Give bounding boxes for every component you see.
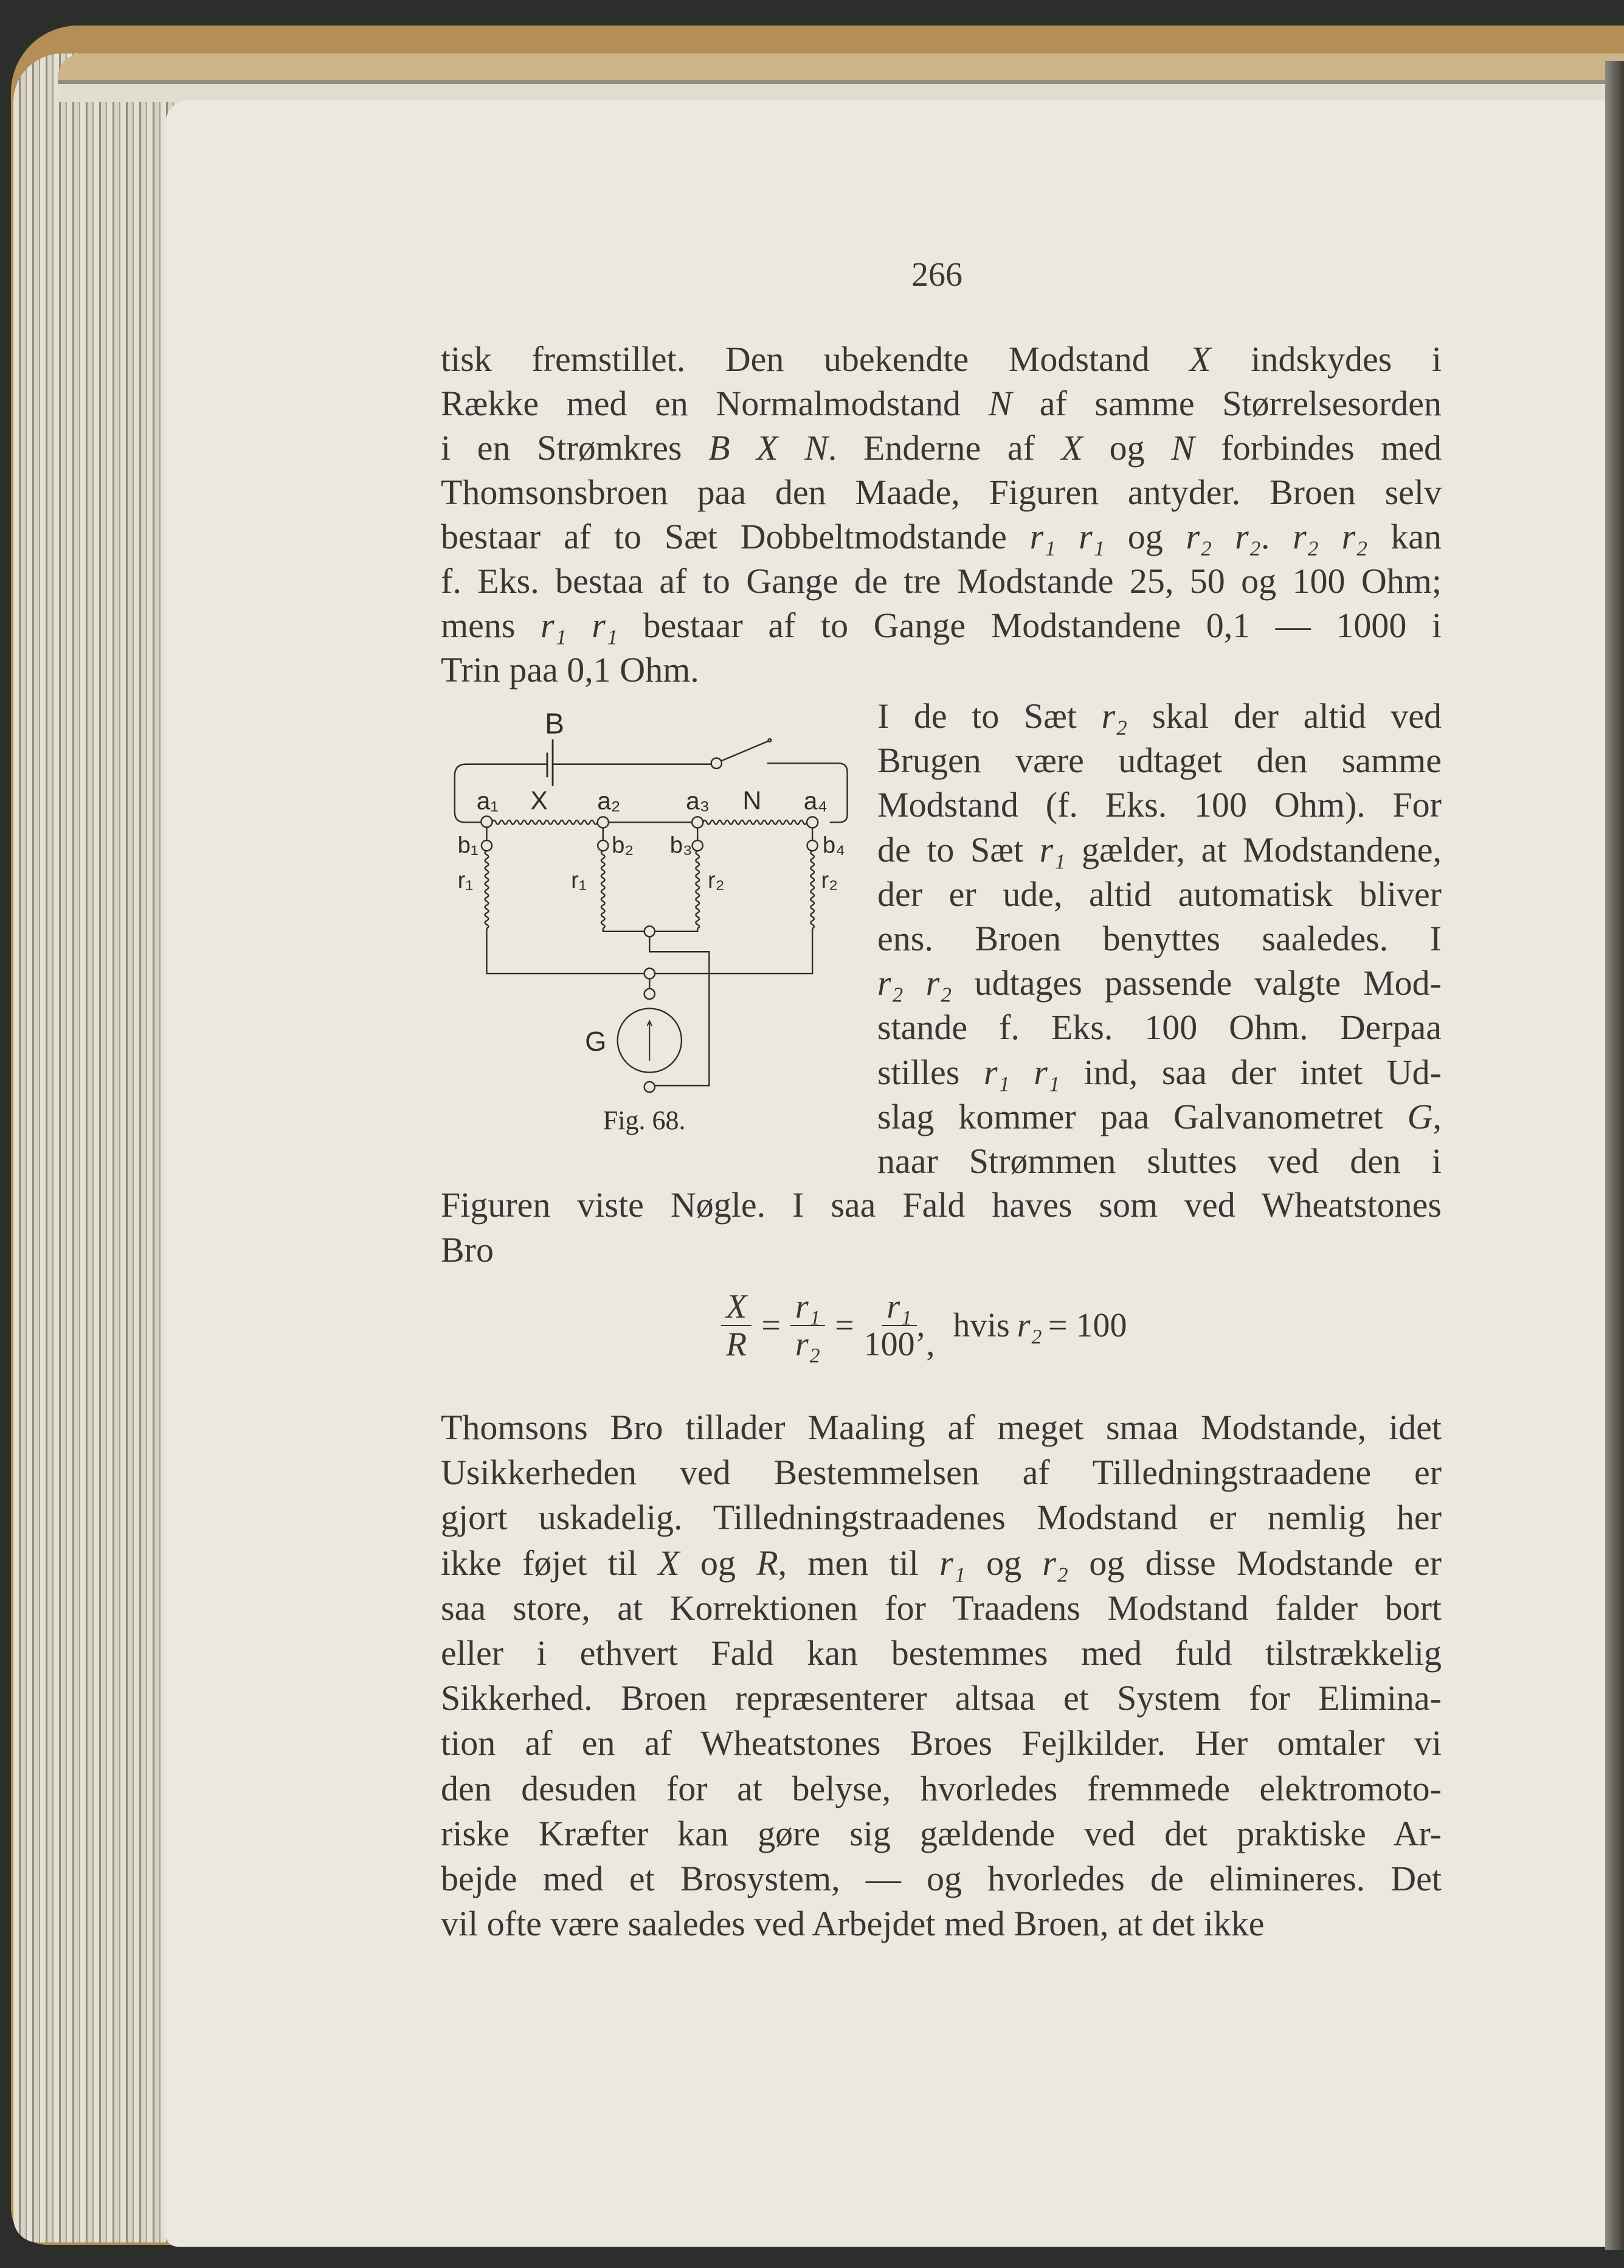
text-run: bejde med et Brosystem, — og hvorledes de elimineres. Det bbox=[441, 1859, 1442, 1898]
text-run: indskydes i bbox=[1211, 339, 1442, 379]
text-line bbox=[877, 1005, 1442, 1049]
fraction-r1-over-100 bbox=[864, 1288, 935, 1363]
text-run: stilles bbox=[877, 1052, 984, 1092]
text-run: . Enderne af bbox=[828, 428, 1062, 468]
figure-caption: Fig. 68. bbox=[603, 1105, 686, 1135]
text-run: , men til bbox=[778, 1543, 940, 1583]
text-run: og bbox=[1104, 517, 1186, 556]
equals-sign: = bbox=[761, 1307, 781, 1344]
text-run: , bbox=[1432, 1096, 1442, 1136]
text-line bbox=[877, 1050, 1442, 1094]
text-run: stande f. Eks. 100 Ohm. Derpaa bbox=[877, 1008, 1442, 1048]
text-run: skal der altid ved bbox=[1127, 696, 1442, 736]
text-run: mens bbox=[441, 606, 541, 645]
text-line bbox=[441, 1183, 1442, 1227]
text-run: og disse Modstande er bbox=[1068, 1543, 1442, 1583]
label-b: B bbox=[545, 708, 565, 741]
math-variable: X bbox=[1189, 339, 1211, 379]
math-variable: r₁ bbox=[939, 1543, 966, 1583]
text-run: I de to Sæt bbox=[877, 696, 1102, 736]
text-run: kan bbox=[1367, 517, 1442, 556]
text-line bbox=[877, 738, 1442, 783]
text-run: Figuren viste Nøgle. I saa Fald haves som ved Wheatstones bbox=[441, 1185, 1442, 1225]
text-run: og bbox=[679, 1543, 757, 1583]
text-line bbox=[441, 1541, 1442, 1585]
text-line bbox=[441, 1495, 1442, 1540]
equation bbox=[717, 1283, 1127, 1368]
math-variable: r₂ bbox=[1101, 696, 1128, 736]
math-variable: X bbox=[658, 1543, 680, 1583]
text-run: eller i ethvert Fald kan bestemmes med fuld tilstrækkelig bbox=[441, 1633, 1442, 1673]
text-line bbox=[441, 1766, 1442, 1811]
denominator: 100’, bbox=[863, 1326, 935, 1363]
math-variable: N bbox=[1171, 428, 1195, 468]
numerator: r₁ bbox=[790, 1288, 825, 1326]
math-variable: R bbox=[756, 1543, 778, 1583]
text-line bbox=[441, 514, 1442, 559]
label-a4: a₄ bbox=[803, 786, 828, 815]
text-line bbox=[441, 1450, 1442, 1495]
text-line bbox=[441, 648, 1442, 692]
text-run: af samme Størrelsesorden bbox=[1012, 384, 1442, 423]
text-run: ind, saa der intet Ud- bbox=[1060, 1052, 1442, 1092]
text-line bbox=[441, 337, 1442, 381]
fraction-r1-over-r2 bbox=[790, 1288, 825, 1363]
text-line bbox=[441, 1676, 1442, 1720]
label-b1: b₁ bbox=[457, 832, 479, 859]
label-r2-inner: r₂ bbox=[707, 867, 725, 894]
math-variable: N bbox=[988, 384, 1012, 423]
text-run: riske Kræfter kan gøre sig gældende ved det praktiske Ar- bbox=[441, 1813, 1442, 1853]
text-run: den desuden for at belyse, hvorledes fremmede elektromoto- bbox=[441, 1768, 1442, 1808]
math-variable: r₂ r₂ bbox=[877, 963, 952, 1003]
text-line bbox=[877, 694, 1442, 738]
text-run: og bbox=[965, 1543, 1043, 1583]
page-stack-top bbox=[58, 54, 1624, 102]
label-b4: b₄ bbox=[822, 832, 845, 859]
numerator: X bbox=[721, 1288, 752, 1326]
math-variable: r₁ r₁ bbox=[541, 606, 618, 645]
text-run: gælder, at Modstandene, bbox=[1065, 829, 1442, 870]
label-a3: a₃ bbox=[686, 786, 710, 815]
text-line bbox=[441, 1811, 1442, 1856]
text-run: Usikkerheden ved Bestemmelsen af Tilledningstraadene er bbox=[441, 1453, 1442, 1493]
text-line bbox=[441, 470, 1442, 514]
text-run: . bbox=[1260, 517, 1293, 556]
thomson-bridge-circuit-diagram bbox=[426, 687, 882, 1149]
text-line bbox=[441, 426, 1442, 470]
label-b3: b₃ bbox=[669, 832, 693, 859]
galvanometer-icon bbox=[618, 1009, 682, 1073]
text-run: de to Sæt bbox=[877, 829, 1040, 870]
text-run: gjort uskadelig. Tilledningstraadenes Modstand er nemlig her bbox=[441, 1498, 1442, 1538]
equals-sign: = bbox=[835, 1307, 854, 1344]
text-line bbox=[441, 603, 1442, 648]
math-variable: r₁ r₁ bbox=[1029, 517, 1105, 556]
text-run: Brugen være udtaget den samme bbox=[877, 741, 1442, 781]
text-run: saa store, at Korrektionen for Traadens Modstand falder bort bbox=[441, 1588, 1442, 1628]
text-line bbox=[441, 1586, 1442, 1630]
text-run: ikke føjet til bbox=[441, 1543, 658, 1583]
book-gutter bbox=[1605, 61, 1624, 2250]
text-run: tion af en af Wheatstones Broes Fejlkilder. Her omtaler vi bbox=[441, 1723, 1442, 1763]
text-run: i en Strømkres bbox=[441, 428, 709, 468]
text-line bbox=[441, 1405, 1442, 1450]
text-line bbox=[441, 381, 1442, 426]
page-number: 266 bbox=[911, 256, 962, 294]
math-variable: r₂ r₂ bbox=[1186, 517, 1261, 556]
text-line bbox=[877, 961, 1442, 1005]
fraction-x-over-r bbox=[721, 1288, 752, 1363]
text-run: bestaar af to Gange Modstandene 0,1 — 1000 i bbox=[618, 606, 1442, 645]
text-line bbox=[441, 1631, 1442, 1675]
circuit-wires bbox=[455, 763, 848, 1085]
label-a2: a₂ bbox=[597, 786, 621, 815]
text-line bbox=[877, 1139, 1442, 1183]
math-variable: r₁ bbox=[1039, 829, 1066, 870]
text-run: udtages passende valgte Mod- bbox=[952, 963, 1442, 1003]
text-run: der er ude, altid automatisk bliver bbox=[877, 874, 1442, 914]
resistors-r bbox=[485, 851, 814, 928]
label-g: G bbox=[585, 1025, 607, 1057]
numerator: r₁ bbox=[882, 1288, 916, 1326]
label-n: N bbox=[742, 786, 762, 815]
battery-icon bbox=[547, 739, 553, 786]
text-run: slag kommer paa Galvanometret bbox=[877, 1096, 1408, 1136]
text-run: ens. Broen benyttes saaledes. I bbox=[877, 919, 1442, 958]
condition-variable: r₂ bbox=[1017, 1307, 1042, 1344]
text-run: bestaar af to Sæt Dobbeltmodstande bbox=[441, 517, 1030, 556]
label-r1-inner: r₁ bbox=[571, 867, 587, 894]
label-r2-right: r₂ bbox=[821, 867, 838, 894]
math-variable: r₁ r₁ bbox=[983, 1052, 1060, 1092]
text-run: naar Strømmen sluttes ved den i bbox=[877, 1141, 1442, 1181]
text-run: Bro bbox=[441, 1230, 494, 1270]
text-line bbox=[441, 1856, 1442, 1901]
text-line bbox=[877, 828, 1442, 872]
label-b2: b₂ bbox=[612, 832, 634, 859]
text-line bbox=[441, 559, 1442, 603]
label-x: X bbox=[530, 786, 548, 815]
math-variable: X bbox=[1061, 428, 1083, 468]
condition-text: hvis bbox=[953, 1307, 1010, 1344]
math-variable: r₂ r₂ bbox=[1293, 517, 1368, 556]
text-line bbox=[441, 1721, 1442, 1765]
text-run: tisk fremstillet. Den ubekendte Modstand bbox=[441, 339, 1190, 379]
denominator: R bbox=[726, 1326, 747, 1363]
text-line bbox=[877, 916, 1442, 961]
label-r1-left: r₁ bbox=[457, 867, 474, 894]
text-line bbox=[441, 1901, 1442, 1946]
text-run: f. Eks. bestaa af to Gange de tre Modstande 25, 50 og 100 Ohm; bbox=[441, 561, 1442, 601]
text-line bbox=[877, 1094, 1442, 1139]
math-variable: B X N bbox=[708, 428, 828, 468]
math-variable: G bbox=[1407, 1096, 1433, 1136]
condition-value: = 100 bbox=[1048, 1307, 1127, 1344]
text-run: Række med en Normalmodstand bbox=[441, 384, 989, 423]
text-run: forbindes med bbox=[1194, 428, 1442, 468]
switch-key-icon bbox=[711, 739, 772, 769]
resistor-n bbox=[703, 820, 807, 825]
text-run: Trin paa 0,1 Ohm. bbox=[441, 650, 699, 690]
text-line bbox=[441, 1228, 1442, 1272]
text-run: Thomsonsbroen paa den Maade, Figuren antyder. Broen selv bbox=[441, 472, 1442, 512]
text-line bbox=[877, 783, 1442, 827]
text-run: vil ofte være saaledes ved Arbejdet med Broen, at det ikke bbox=[441, 1904, 1265, 1944]
math-variable: r₂ bbox=[1042, 1543, 1069, 1583]
denominator: r₂ bbox=[795, 1326, 821, 1363]
text-run: og bbox=[1082, 428, 1172, 468]
resistor-x bbox=[492, 820, 598, 825]
label-a1: a₁ bbox=[476, 786, 499, 815]
text-run: Modstand (f. Eks. 100 Ohm). For bbox=[877, 785, 1442, 825]
text-run: Sikkerhed. Broen repræsenterer altsaa et System for Elimina- bbox=[441, 1678, 1442, 1718]
text-run: Thomsons Bro tillader Maaling af meget smaa Modstande, idet bbox=[441, 1408, 1442, 1447]
text-line bbox=[877, 872, 1442, 916]
